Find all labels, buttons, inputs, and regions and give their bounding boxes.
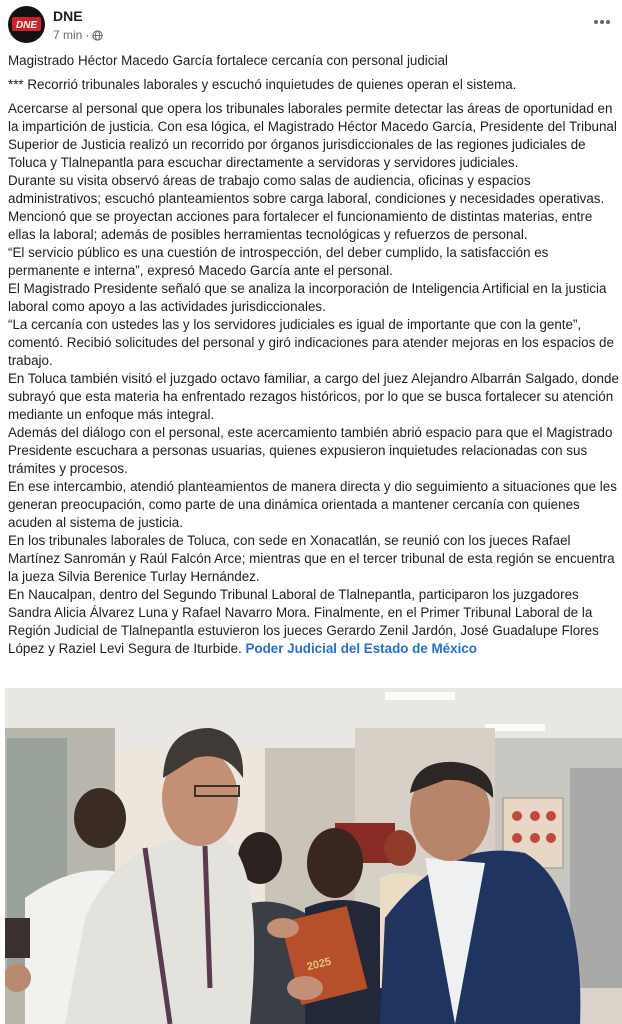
- post-header: [0, 0, 622, 46]
- book-cover-text: 2025: [305, 955, 333, 974]
- paragraph: Acercarse al personal que opera los tribunales laborales permite detectar las áreas de oportunidad en la impartición de justicia. Con esa lógica, el Magistrado Héctor Macedo García, Presidente del Tribunal Superior de Justicia realizó un recorrido por órganos jurisdiccionales de las regiones judiciales de Toluca y Tlalnepantla para escuchar directamente a servidoras y servidores judiciales.: [8, 101, 617, 170]
- paragraph: “La cercanía con ustedes las y los servidores judiciales es igual de importante que con la gente”, comentó. Recibió solicitudes del personal y giró indicaciones para atender mejoras en los espacios de trabajo.: [8, 317, 614, 368]
- post-photo[interactable]: [5, 688, 622, 1024]
- post-title: Magistrado Héctor Macedo García fortalece cercanía con personal judicial: [8, 53, 448, 68]
- page-tag-link[interactable]: Poder Judicial del Estado de México: [245, 641, 477, 656]
- paragraph: El Magistrado Presidente señaló que se analiza la incorporación de Inteligencia Artificial en la justicia laboral como apoyo a las actividades jurisdiccionales.: [8, 281, 607, 314]
- paragraph: Además del diálogo con el personal, este acercamiento también abrió espacio para que el Magistrado Presidente escuchara a personas usuarias, quienes expusieron inquietudes relacionadas con sus trámites y procesos.: [8, 425, 613, 476]
- page-avatar[interactable]: [8, 6, 45, 43]
- page-name-link[interactable]: DNE: [53, 8, 83, 24]
- post-lead: *** Recorrió tribunales laborales y escuchó inquietudes de quienes operan el sistema.: [8, 77, 517, 92]
- post-message: [8, 52, 620, 658]
- paragraph: “El servicio público es una cuestión de introspección, del deber cumplido, la satisfacción es permanente e interna”, expresó Macedo García ante el personal.: [8, 245, 549, 278]
- timestamp[interactable]: 7 min: [53, 28, 83, 42]
- paragraph: En Toluca también visitó el juzgado octavo familiar, a cargo del juez Alejandro Albarrán Salgado, donde subrayó que esta materia ha enfrentado rezagos históricos, por lo que se busca fortalecer su atención mediante un enfoque más integral.: [8, 371, 619, 422]
- last-paragraph: [8, 586, 620, 658]
- post-meta: [53, 28, 103, 42]
- globe-icon: [92, 30, 103, 41]
- paragraph: En los tribunales laborales de Toluca, con sede en Xonacatlán, se reunió con los jueces Rafael Martínez Sanromán y Raúl Falcón Arce; mientras que en el tercer tribunal de esta región se encuentra la jueza Silvia Berenice Turlay Hernández.: [8, 533, 615, 584]
- photo-illustration: [5, 688, 622, 1024]
- paragraph: Mencionó que se proyectan acciones para fortalecer el funcionamiento de distintas materias, entre ellas la laboral; además de posibles herramientas tecnológicas y refuerzos de personal.: [8, 209, 593, 242]
- more-horizontal-icon[interactable]: [592, 12, 612, 32]
- meta-separator: ·: [85, 28, 90, 42]
- dne-logo: [12, 14, 41, 34]
- avatar-text: DNE: [15, 20, 38, 31]
- paragraph: Durante su visita observó áreas de trabajo como salas de audiencia, oficinas y espacios administrativos; escuchó planteamientos sobre carga laboral, condiciones y necesidades operativas.: [8, 173, 605, 206]
- paragraph: En ese intercambio, atendió planteamientos de manera directa y dio seguimiento a situaciones que les generan preocupación, como parte de una dinámica orientada a mantener cercanía con quienes acuden al sistema de justicia.: [8, 479, 617, 530]
- last-paragraph-text: En Naucalpan, dentro del Segundo Tribunal Laboral de Tlalnepantla, participaron los juzgadores Sandra Alicia Álvarez Luna y Rafael Navarro Mora. Finalmente, en el Primer Tribunal Laboral de la Región Judicial de Tlalnepantla estuvieron los jueces Gerardo Zenil Jardón, José Guadalupe Flores López y Raziel Levi Segura de Iturbide.: [8, 587, 599, 656]
